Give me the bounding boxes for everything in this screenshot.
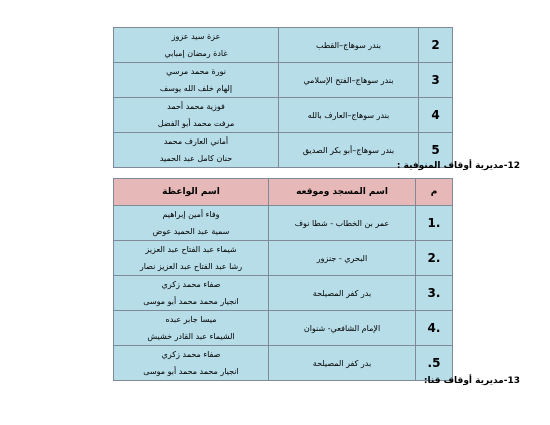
column-header-mosque: اسم المسجد وموقعه bbox=[269, 179, 416, 206]
row-number: 5 bbox=[419, 133, 453, 168]
table-row bbox=[114, 28, 453, 63]
mosque-name: الإمام الشافعي- شنوان bbox=[269, 311, 416, 346]
mosque-name: بدر كفر المصيلحة bbox=[269, 346, 416, 381]
section-heading-menoufia: 12-مديرية أوقاف المنوفية : bbox=[396, 161, 520, 171]
preacher-names: صفاء محمد زكري انجيار محمد محمد أبو موسى bbox=[114, 346, 269, 381]
preachers-table-menoufia bbox=[113, 178, 453, 381]
mosque-name: بندر سوهاج–أبو بكر الصديق bbox=[279, 133, 419, 168]
row-number: 3. bbox=[416, 276, 453, 311]
column-header-preacher: اسم الواعظة bbox=[114, 179, 269, 206]
mosque-name: البحري - جنزور bbox=[269, 241, 416, 276]
mosque-name: بندر سوهاج–القطب bbox=[279, 28, 419, 63]
table-header-row bbox=[114, 179, 453, 206]
preachers-table-sohag bbox=[113, 27, 453, 168]
preacher-names: فوزية محمد أحمد مرفت محمد أبو الفضل bbox=[114, 98, 279, 133]
table-row bbox=[114, 63, 453, 98]
preacher-names: نورة محمد مرسي إلهام خلف الله يوسف bbox=[114, 63, 279, 98]
section-heading-qena: 13-مديرية أوقاف قنا: bbox=[423, 376, 520, 386]
row-number: 1. bbox=[416, 206, 453, 241]
row-number: 4. bbox=[416, 311, 453, 346]
row-number: .5 bbox=[416, 346, 453, 381]
table-row bbox=[114, 311, 453, 346]
table-row bbox=[114, 276, 453, 311]
table-row bbox=[114, 346, 453, 381]
mosque-name: بندر سوهاج–الفتح الإسلامي bbox=[279, 63, 419, 98]
table-row bbox=[114, 206, 453, 241]
table-row bbox=[114, 241, 453, 276]
mosque-name: عمر بن الخطاب - شطا نوف bbox=[269, 206, 416, 241]
preacher-names: صفاء محمد زكري انجيار محمد محمد أبو موسى bbox=[114, 276, 269, 311]
table-row bbox=[114, 98, 453, 133]
preacher-names: أماني العارف محمد حنان كامل عبد الحميد bbox=[114, 133, 279, 168]
row-number: 3 bbox=[419, 63, 453, 98]
mosque-name: بدر كفر المصيلحة bbox=[269, 276, 416, 311]
preacher-names: عزة سيد عزوز غادة رمضان إمبابي bbox=[114, 28, 279, 63]
preacher-names: شيماء عبد الفتاح عبد العزيز رشا عبد الفتاح عبد العزيز نصار bbox=[114, 241, 269, 276]
mosque-name: بندر سوهاج–العارف بالله bbox=[279, 98, 419, 133]
row-number: 4 bbox=[419, 98, 453, 133]
preacher-names: وفاء أمين إبراهيم سمية عبد الحميد عوض bbox=[114, 206, 269, 241]
row-number: 2 bbox=[419, 28, 453, 63]
row-number: 2. bbox=[416, 241, 453, 276]
preacher-names: ميسا جابر عبده الشيماء عبد القادر خشيش bbox=[114, 311, 269, 346]
column-header-number: م bbox=[416, 179, 453, 206]
